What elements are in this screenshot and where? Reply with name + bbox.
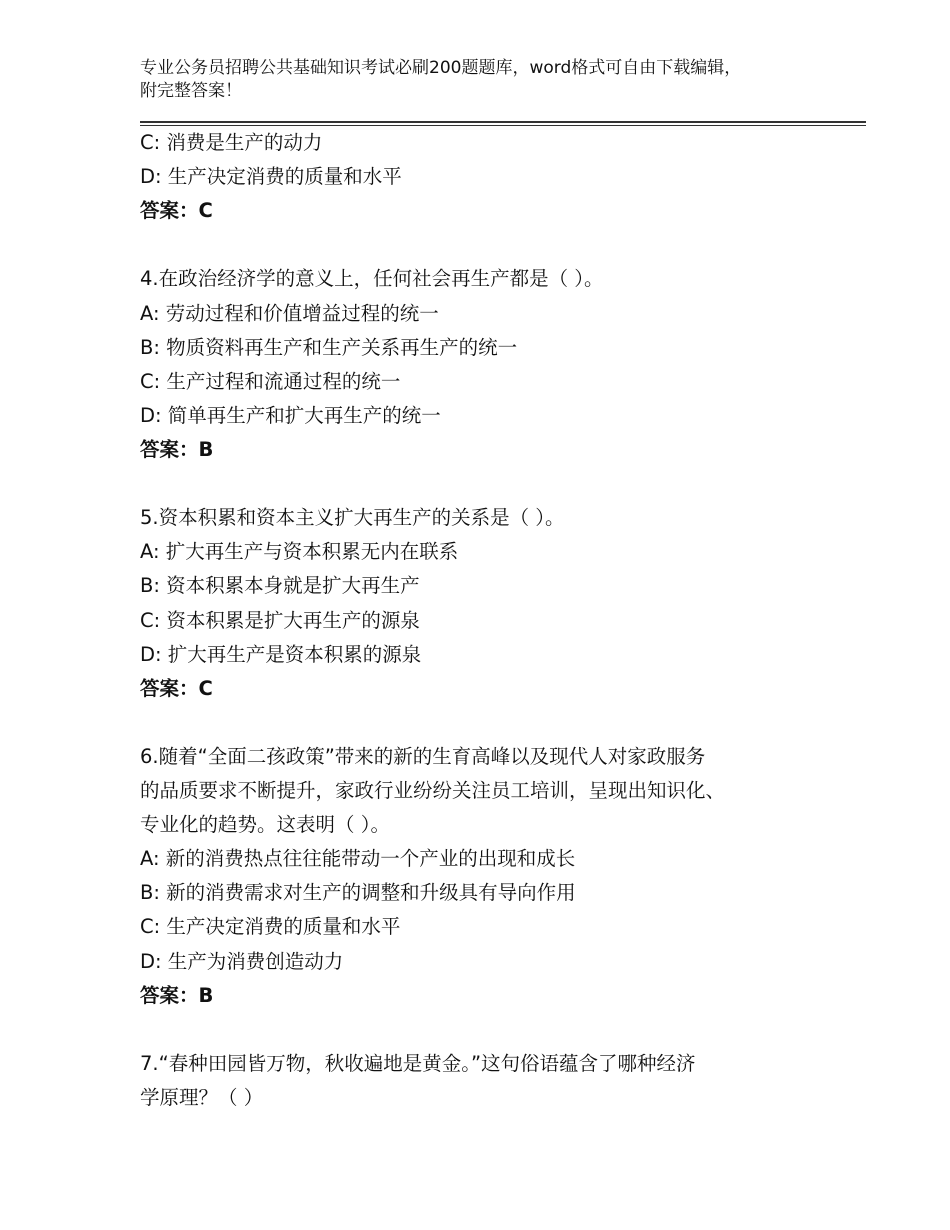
- q7-stem-line-2: 学原理？（ ）: [140, 1086, 264, 1109]
- q4-option-a: A: 劳动过程和价值增益过程的统一: [140, 302, 439, 325]
- q6-stem-line-3: 专业化的趋势。这表明（ ）。: [140, 813, 390, 836]
- q4-answer: 答案：B: [140, 438, 214, 461]
- q5-option-a: A: 扩大再生产与资本积累无内在联系: [140, 540, 459, 563]
- q6-option-d: D: 生产为消费创造动力: [140, 950, 344, 973]
- q4-stem: 4.在政治经济学的意义上，任何社会再生产都是（ ）。: [140, 267, 604, 290]
- document-header: [140, 57, 820, 103]
- q7-stem-line-1: 7.“春种田园皆万物，秋收遍地是黄金。”这句俗语蕴含了哪种经济: [140, 1052, 696, 1075]
- q3-option-d: D: 生产决定消费的质量和水平: [140, 165, 402, 188]
- q6-option-a: A: 新的消费热点往往能带动一个产业的出现和成长: [140, 847, 576, 870]
- q6-option-c: C: 生产决定消费的质量和水平: [140, 915, 401, 938]
- q6-option-b: B: 新的消费需求对生产的调整和升级具有导向作用: [140, 881, 576, 904]
- q5-stem: 5.资本积累和资本主义扩大再生产的关系是（ ）。: [140, 506, 565, 529]
- q6-stem-line-1: 6.随着“全面二孩政策”带来的新的生育高峰以及现代人对家政服务: [140, 745, 706, 768]
- header-line-1: 专业公务员招聘公共基础知识考试必刷200题题库，word格式可自由下载编辑，: [140, 58, 742, 78]
- q6-stem-line-2: 的品质要求不断提升，家政行业纷纷关注员工培训，呈现出知识化、: [140, 779, 726, 802]
- q3-option-c: C: 消费是生产的动力: [140, 131, 323, 154]
- q5-option-d: D: 扩大再生产是资本积累的源泉: [140, 643, 422, 666]
- q6-answer: 答案：B: [140, 984, 214, 1007]
- q5-option-c: C: 资本积累是扩大再生产的源泉: [140, 609, 420, 632]
- q4-option-d: D: 简单再生产和扩大再生产的统一: [140, 404, 441, 427]
- q4-option-b: B: 物质资料再生产和生产关系再生产的统一: [140, 336, 518, 359]
- header-divider: [140, 121, 866, 126]
- q3-answer: 答案：C: [140, 199, 213, 222]
- q5-answer: 答案：C: [140, 677, 213, 700]
- q5-option-b: B: 资本积累本身就是扩大再生产: [140, 574, 420, 597]
- q4-option-c: C: 生产过程和流通过程的统一: [140, 370, 401, 393]
- header-line-2: 附完整答案！: [140, 81, 242, 101]
